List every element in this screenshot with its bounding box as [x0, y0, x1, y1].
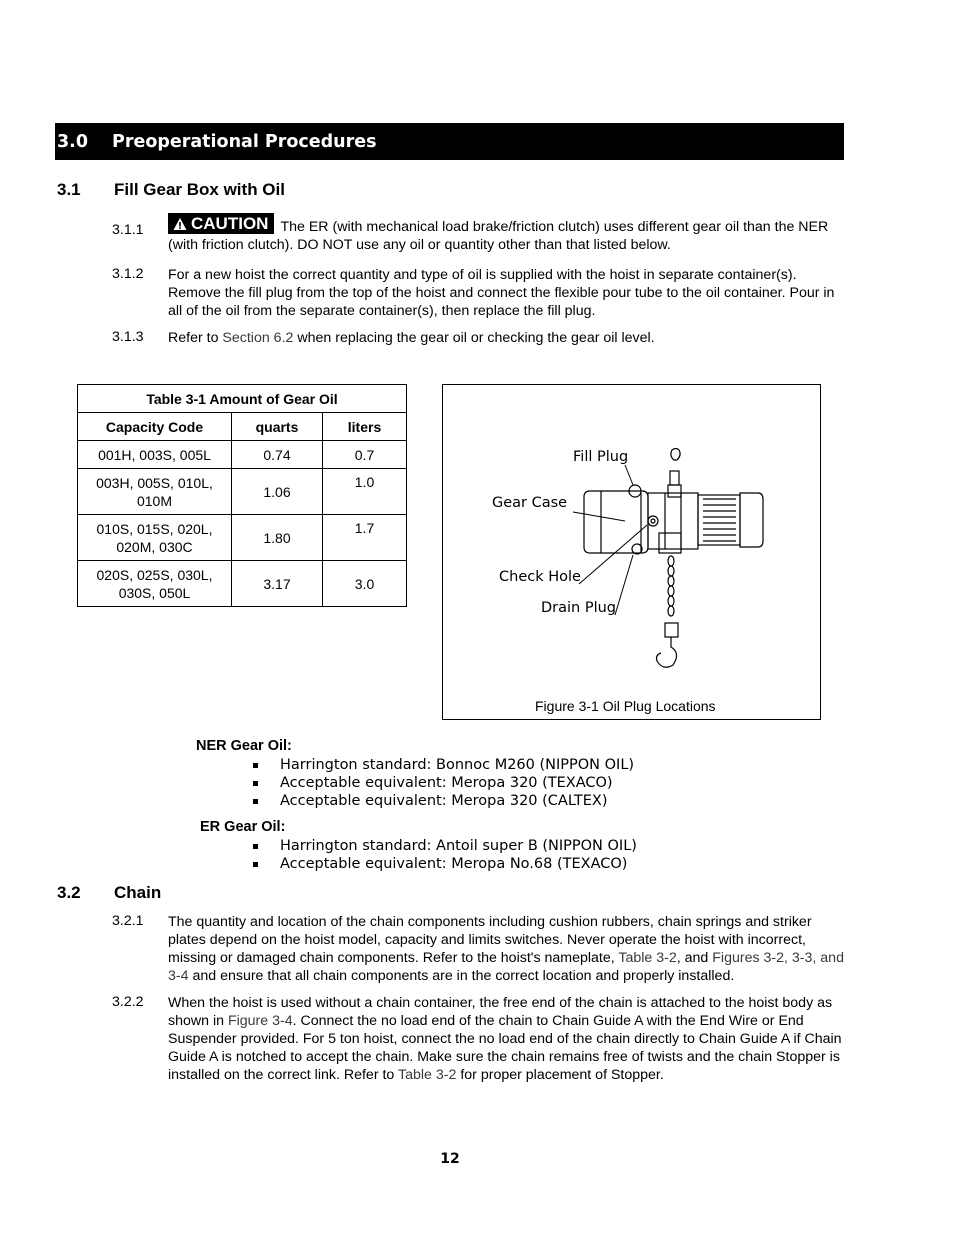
subsection-heading-3-2: [57, 883, 657, 905]
paragraph-number: 3.2.1: [112, 913, 144, 929]
paragraph-text: For a new hoist the correct quantity and type of oil is supplied with the hoist in separate container(s). Remove the fill plug from the top of the hoist and connect the flexible pour tube to the oil container. Pour in all of the oil from the separate container(s), then replace the fill plug.: [168, 267, 835, 319]
paragraph-text: when replacing the gear oil or checking the gear oil level.: [293, 330, 655, 346]
figure-link[interactable]: Figure 3-4: [227, 1013, 293, 1029]
bullet-icon: [253, 844, 258, 849]
paragraph-3-1-3: [112, 329, 847, 347]
section-header: [55, 123, 844, 160]
bullet-icon: [253, 763, 258, 768]
capacity-code-cell: 003H, 005S, 010L, 010M: [78, 469, 232, 515]
section-number: 3.0: [57, 132, 89, 152]
list-item: [253, 837, 637, 855]
page-number: 12: [440, 1151, 460, 1167]
label-drain-plug: Drain Plug: [541, 600, 617, 616]
paragraph-3-2-2: [112, 994, 847, 1084]
column-header: Capacity Code: [78, 413, 232, 441]
capacity-code-cell: 020S, 025S, 030L, 030S, 050L: [78, 561, 232, 607]
list-item-text: Harrington standard: Bonnoc M260 (NIPPON OIL): [280, 757, 635, 773]
er-oil-heading: ER Gear Oil:: [200, 819, 286, 835]
paragraph-text: and ensure that all chain components are in the correct location and properly installed.: [188, 968, 735, 984]
liters-cell: 1.7: [323, 515, 407, 561]
label-gear-case: Gear Case: [492, 495, 568, 511]
list-item: [253, 774, 634, 792]
table-link[interactable]: Table 3-2: [618, 950, 677, 966]
liters-cell: 1.0: [323, 469, 407, 515]
paragraph-text: , and: [676, 950, 713, 966]
warning-icon: [173, 217, 187, 231]
bullet-icon: [253, 862, 258, 867]
list-item: [253, 855, 637, 873]
column-header: liters: [323, 413, 407, 441]
caution-label: CAUTION: [191, 214, 269, 233]
section-title: Preoperational Procedures: [112, 132, 377, 152]
table-header-row: [78, 413, 407, 441]
bullet-icon: [253, 781, 258, 786]
paragraph-text: Refer to: [168, 330, 223, 346]
paragraph-text: . Connect the no load end of the chain to Chain Guide A with the End Wire or End Suspender provided. For 5 ton hoist, connect the no load end of the chain directly to Chain Guide A if Chain Guide A is notched to accept the chain. Make sure the chain remains free of twists and the chain Stopper is installed on the correct link. Refer to: [168, 1013, 842, 1083]
paragraph-3-1-2: [112, 266, 847, 320]
paragraph-number: 3.1.2: [112, 266, 144, 282]
capacity-code-cell: 001H, 003S, 005L: [78, 441, 232, 469]
paragraph-text: The ER (with mechanical load brake/friction clutch) uses different gear oil than the NER (with friction clutch). DO NOT use any oil or quantity other than that listed below.: [168, 219, 829, 253]
label-fill-plug: Fill Plug: [573, 449, 629, 465]
subsection-heading-3-1: [57, 180, 657, 202]
list-item: [253, 756, 634, 774]
table-link[interactable]: Table 3-2: [398, 1067, 457, 1083]
liters-cell: 0.7: [323, 441, 407, 469]
paragraph-number: 3.1.1: [112, 222, 144, 238]
paragraph-number: 3.1.3: [112, 329, 144, 345]
paragraph-3-1-1: [112, 213, 847, 254]
quarts-cell: 1.06: [232, 469, 323, 515]
liters-cell: 3.0: [323, 561, 407, 607]
section-link[interactable]: Section 6.2: [222, 330, 294, 346]
list-item-text: Acceptable equivalent: Meropa No.68 (TEXACO): [280, 856, 628, 872]
subsection-title: Chain: [114, 883, 162, 902]
table-row: [78, 515, 407, 561]
paragraph-text: for proper placement of Stopper.: [456, 1067, 664, 1083]
quarts-cell: 0.74: [232, 441, 323, 469]
paragraph-text: The quantity and location of the chain components including cushion rubbers, chain springs and striker plates depend on the hoist model, capacity and limits switches. Never operate the hoist with incorrect, missing or damaged chain components. Refer to the hoist's nameplate,: [168, 914, 812, 966]
hoist-drawing: [443, 385, 820, 719]
table-caption: Table 3-1 Amount of Gear Oil: [78, 385, 407, 413]
quarts-cell: 3.17: [232, 561, 323, 607]
gear-oil-table: [77, 384, 407, 607]
subsection-number: 3.2: [57, 883, 81, 902]
paragraph-3-2-1: [112, 913, 847, 985]
table-row: [78, 561, 407, 607]
column-header: quarts: [232, 413, 323, 441]
figures-link[interactable]: Figures 3-2, 3-3, and 3-4: [168, 950, 844, 984]
figure-caption: Figure 3-1 Oil Plug Locations: [535, 698, 716, 714]
list-item: [253, 792, 634, 810]
ner-oil-heading: NER Gear Oil:: [196, 738, 292, 754]
list-item-text: Acceptable equivalent: Meropa 320 (TEXACO): [280, 775, 613, 791]
list-item-text: Acceptable equivalent: Meropa 320 (CALTEX): [280, 793, 608, 809]
subsection-number: 3.1: [57, 180, 81, 199]
table-row: [78, 441, 407, 469]
label-check-hole: Check Hole: [499, 569, 581, 585]
ner-oil-list: [253, 756, 634, 810]
capacity-code-cell: 010S, 015S, 020L, 020M, 030C: [78, 515, 232, 561]
list-item-text: Harrington standard: Antoil super B (NIPPON OIL): [280, 838, 637, 854]
subsection-title: Fill Gear Box with Oil: [114, 180, 285, 199]
figure-oil-plug-locations: [442, 384, 821, 720]
quarts-cell: 1.80: [232, 515, 323, 561]
er-oil-list: [253, 837, 637, 873]
paragraph-number: 3.2.2: [112, 994, 144, 1010]
caution-badge: [168, 213, 274, 234]
paragraph-text: When the hoist is used without a chain container, the free end of the chain is attached to the hoist body as shown in: [168, 995, 833, 1029]
table-row: [78, 469, 407, 515]
bullet-icon: [253, 799, 258, 804]
